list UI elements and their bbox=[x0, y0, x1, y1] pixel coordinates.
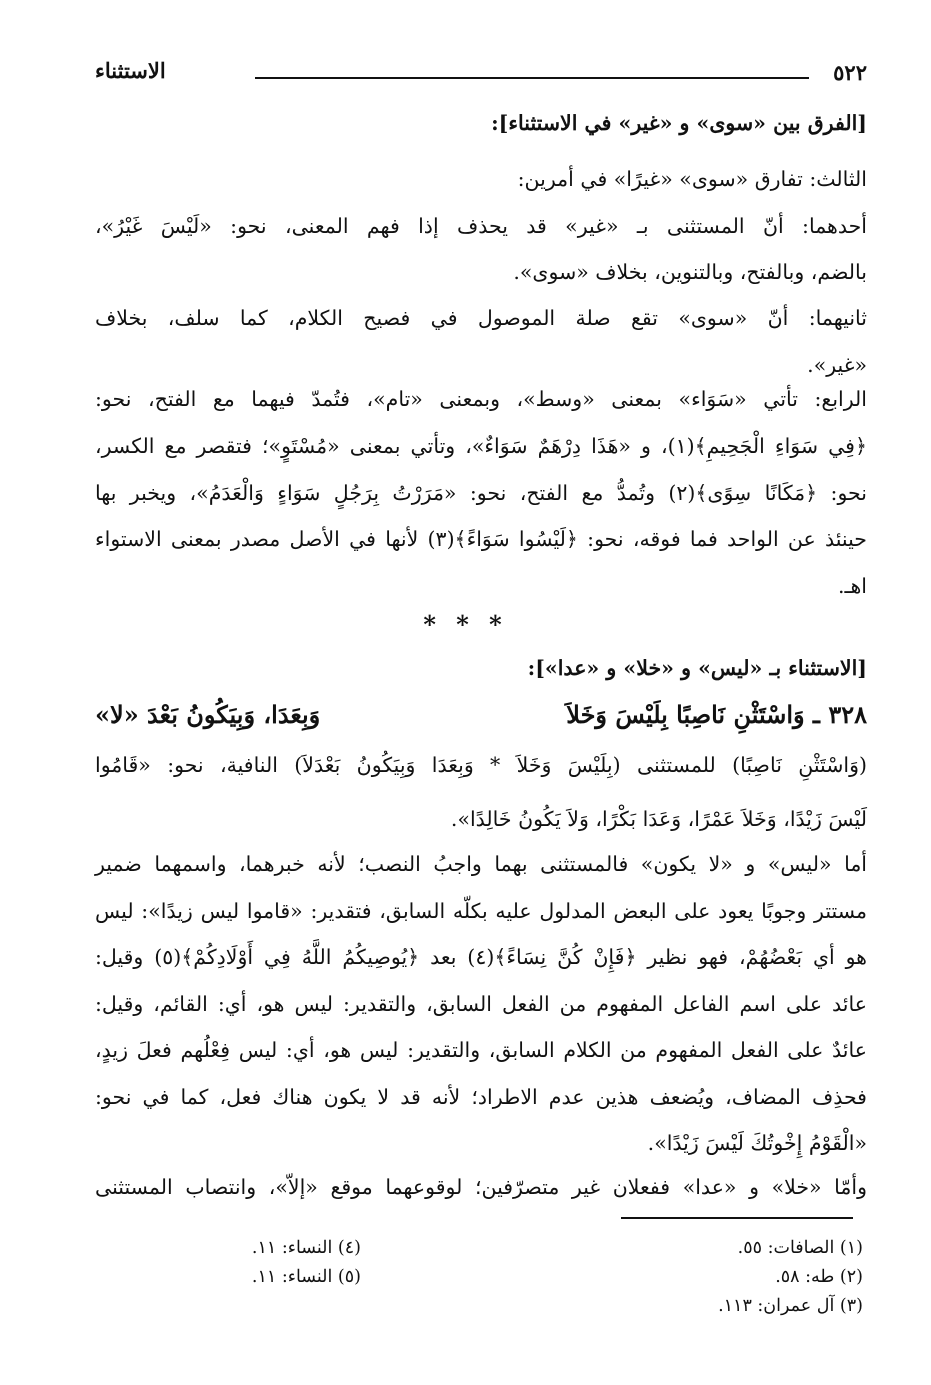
paragraph-line: ثانيهما: أنّ «سوى» تقع صلة الموصول في فصيح الكلام، كما سلف، بخلاف bbox=[95, 306, 867, 330]
paragraph-line: عائد على اسم الفاعل المفهوم من الفعل السابق، والتقدير: ليس هو، أي: القائم، وقيل: bbox=[95, 992, 867, 1016]
paragraph-line: «غير». bbox=[807, 353, 867, 377]
paragraph-line: (وَاسْتَثْنِ نَاصِبًا) للمستثنى (بِلَيْسَ وَخَلاَ * وَبِعَدَا وَبِيَكُونُ بَعْدَلاَ) النافية، نحو: «قَامُوا bbox=[95, 753, 867, 777]
footnote: (١) الصافات: ٥٥. bbox=[737, 1238, 863, 1258]
running-header bbox=[95, 58, 867, 92]
paragraph-line: أما «ليس» و «لا يكون» فالمستثنى بهما واجبُ النصب؛ لأنه خبرهما، واسمهما ضمير bbox=[95, 852, 867, 876]
page-number: ٥٢٢ bbox=[833, 60, 867, 85]
paragraph-line: نحو: ﴿مَكَانًا سِوًى﴾(٢) وتُمدُّ مع الفتح، نحو: «مَرَرْتُ بِرَجُلٍ سَوَاءٍ وَالْعَدَمُ»، ويخبر بها bbox=[95, 481, 867, 505]
paragraph-line: بالضم، وبالفتح، وبالتنوين، بخلاف «سوى». bbox=[513, 260, 867, 284]
paragraph-line: فحذِف المضاف، ويُضعف هذين عدم الاطراد؛ لأنه قد لا يكون هناك فعل، كما في نحو: bbox=[95, 1085, 867, 1109]
paragraph-line: حينئذ عن الواحد فما فوقه، نحو: ﴿لَيْسُوا سَوَاءً﴾(٣) لأنها في الأصل مصدر بمعنى الاستواء bbox=[95, 527, 867, 551]
paragraph-line: عائدٌ على الفعل المفهوم من الكلام السابق، والتقدير: ليس هو، أي: ليس فِعْلُهم فعلَ زيدٍ، bbox=[95, 1038, 867, 1062]
paragraph-line: ﴿فِي سَوَاءِ الْجَحِيمِ﴾(١)، و «هَذَا دِرْهَمٌ سَوَاءٌ»، وتأتي بمعنى «مُسْتَوٍ»؛ فتقصر مع الكسر، bbox=[95, 434, 867, 458]
verse-line bbox=[95, 700, 867, 729]
paragraph-line: وأمّا «خلا» و «عدا» ففعلان غير متصرّفين؛ لوقوعهما موقع «إلاّ»، وانتصاب المستثنى bbox=[95, 1175, 867, 1199]
section-heading: [الاستثناء بـ «ليس» و «خلا» و «عدا»]: bbox=[527, 656, 867, 680]
section-heading: [الفرق بين «سوى» و «غير» في الاستثناء]: bbox=[491, 111, 867, 135]
footnote: (٢) طه: ٥٨. bbox=[775, 1267, 863, 1287]
paragraph-line: الثالث: تفارق «سوى» «غيرًا» في أمرين: bbox=[517, 167, 867, 191]
footnote: (٣) آل عمران: ١١٣. bbox=[718, 1296, 863, 1316]
paragraph-line: اهـ. bbox=[837, 574, 867, 598]
verse-first-hemistich: ٣٢٨ ـ وَاسْتَثْنِ نَاصِبًا بِلَيْسَ وَخَلاَ bbox=[566, 700, 867, 729]
paragraph-line: مستتر وجوبًا يعود على البعض المدلول عليه بكلّه السابق، فتقدير: «قاموا ليس زيدًا»: ليس bbox=[95, 899, 867, 923]
footnote: (٤) النساء: ١١. bbox=[251, 1238, 361, 1258]
footnote: (٥) النساء: ١١. bbox=[251, 1267, 361, 1287]
section-separator: * * * bbox=[423, 610, 508, 639]
header-rule bbox=[255, 77, 809, 79]
paragraph-line: الرابع: تأتي «سَوَاء» بمعنى «وسط»، وبمعنى «تام»، فتُمدّ فيهما مع الفتح، نحو: bbox=[95, 387, 867, 411]
paragraph-line: أحدهما: أنّ المستثنى بـ «غير» قد يحذف إذا فهم المعنى، نحو: «لَيْسَ غَيْرُ»، bbox=[95, 214, 867, 238]
footnote-rule bbox=[621, 1217, 853, 1219]
running-title: الاستثناء bbox=[95, 58, 166, 83]
paragraph-line: «الْقَوْمُ إِخْوتُكَ لَيْسَ زَيْدًا». bbox=[647, 1131, 867, 1155]
verse-second-hemistich: وَبِعَدَا، وَبِيَكُونُ بَعْدَ «لا» bbox=[95, 700, 321, 729]
paragraph-line: لَيْسَ زَيْدًا، وَخَلاَ عَمْرًا، وَعَدَا بَكْرًا، وَلاَ يَكُونُ خَالِدًا». bbox=[450, 807, 867, 831]
paragraph-line: هو أي بَعْضُهُمْ، فهو نظير ﴿فَإِنْ كُنَّ نِسَاءً﴾(٤) بعد ﴿يُوصِيكُمُ اللَّهُ فِي أَوْلَادِكُمْ﴾(٥) وقيل: bbox=[95, 945, 867, 969]
